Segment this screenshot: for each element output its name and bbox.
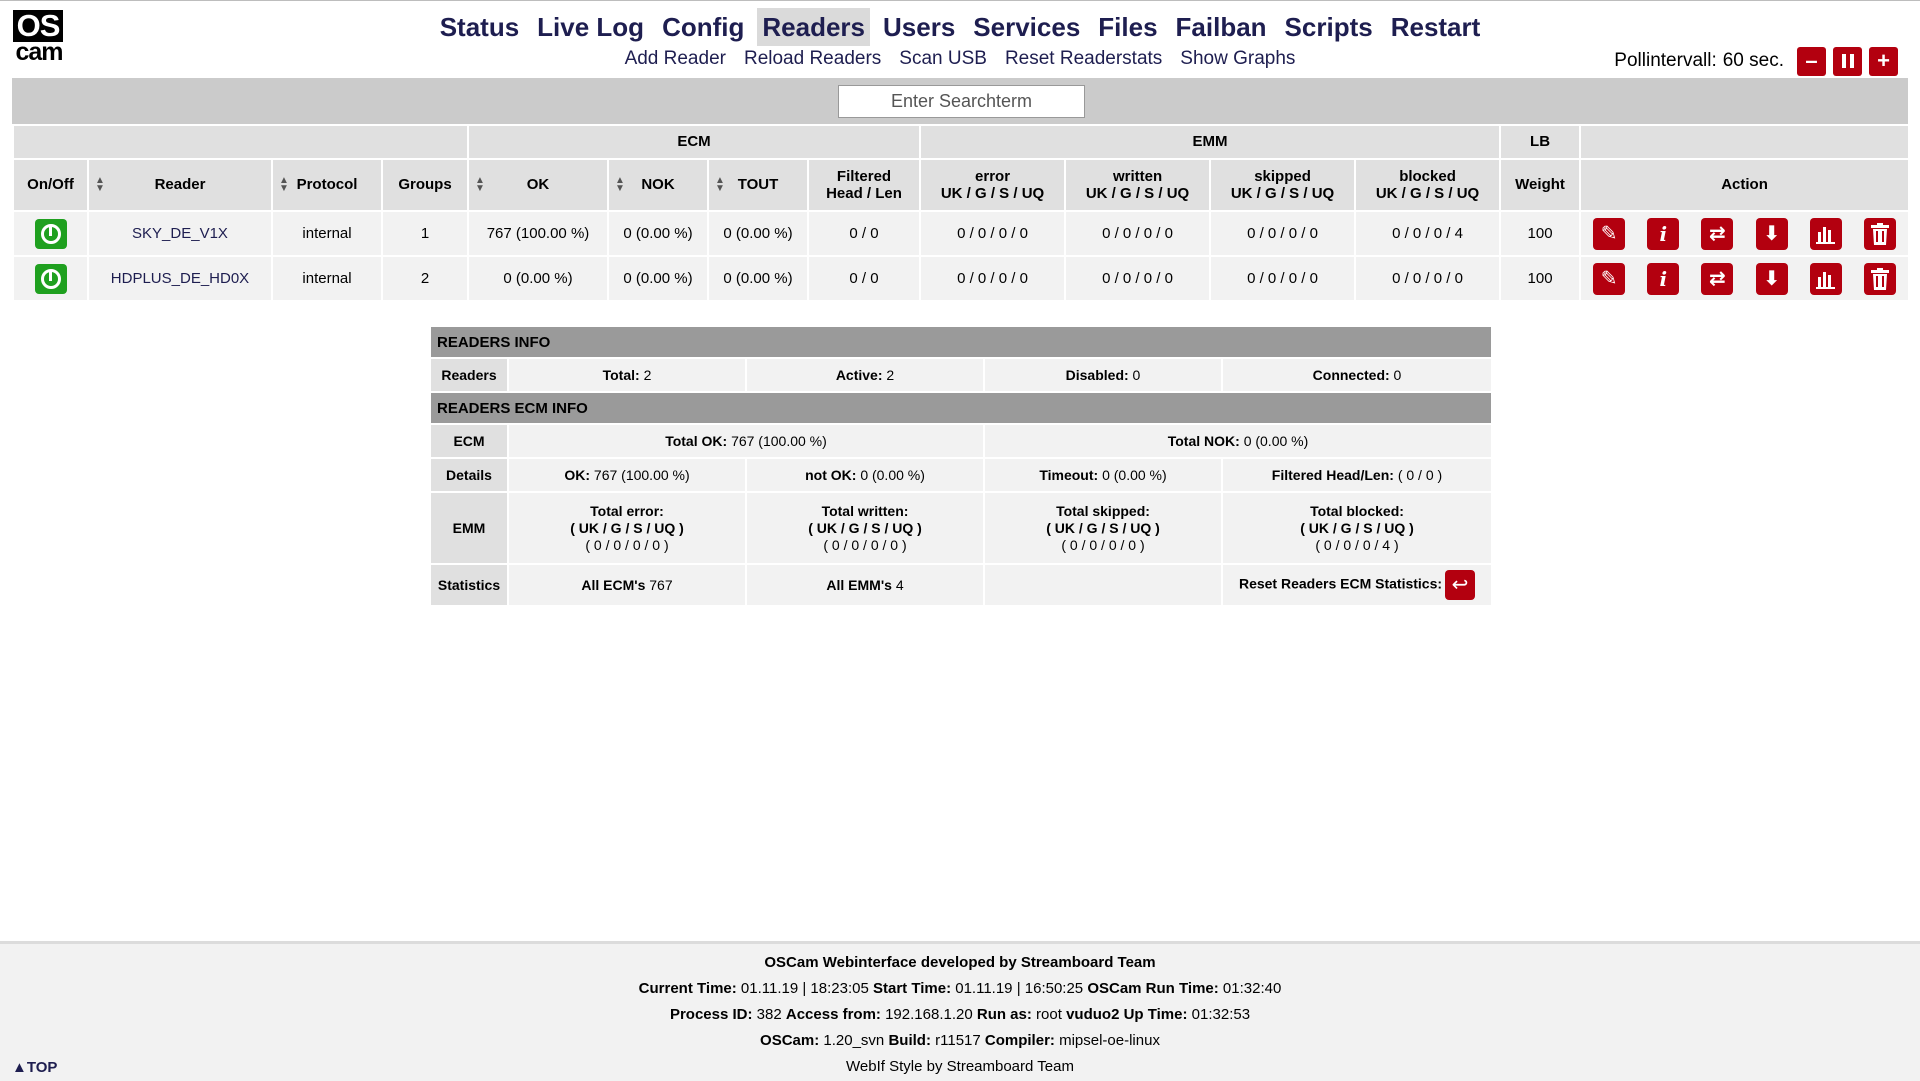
total-written-label: Total written: xyxy=(821,502,909,519)
col-protocol-label: Protocol xyxy=(296,176,358,193)
total-skipped-label: Total skipped: xyxy=(1056,502,1150,519)
col-filtered-line1: Filtered xyxy=(836,168,892,185)
weight-cell: 100 xyxy=(1500,211,1580,256)
readers-label: Readers xyxy=(430,358,508,392)
all-emm xyxy=(746,564,984,606)
table-row xyxy=(13,256,1909,301)
footer-developed xyxy=(0,954,1920,971)
pid-value: 382 xyxy=(756,1006,782,1023)
blocked-cell: 0 / 0 / 0 / 4 xyxy=(1355,211,1500,256)
skipped-cell: 0 / 0 / 0 / 0 xyxy=(1210,211,1355,256)
poll-decrease-button[interactable]: – xyxy=(1797,47,1826,76)
groups-cell: 2 xyxy=(382,256,468,301)
emm-total-blocked xyxy=(1222,492,1492,564)
poll-interval xyxy=(1614,46,1898,76)
footer-process xyxy=(0,1006,1920,1023)
total-blocked-sub: ( UK / G / S / UQ ) xyxy=(1300,519,1414,536)
col-tout-label: TOUT xyxy=(737,176,779,193)
groups-cell: 1 xyxy=(382,211,468,256)
col-error-sub: UK / G / S / UQ xyxy=(940,185,1045,202)
footer xyxy=(0,941,1920,1081)
col-reader-label: Reader xyxy=(154,176,206,193)
details-filtered xyxy=(1222,458,1492,492)
total-written-sub: ( UK / G / S / UQ ) xyxy=(808,519,922,536)
emm-total-skipped xyxy=(984,492,1222,564)
menu-users[interactable]: Users xyxy=(883,12,956,42)
readers-disabled xyxy=(984,358,1222,392)
refresh-icon[interactable]: ⇄ xyxy=(1701,218,1733,250)
reader-cell xyxy=(88,211,272,256)
col-skipped-sub: UK / G / S / UQ xyxy=(1230,185,1335,202)
main-menu xyxy=(0,8,1920,46)
total-value: 2 xyxy=(643,367,652,383)
col-written-sub: UK / G / S / UQ xyxy=(1085,185,1190,202)
run-time-label: OSCam Run Time: xyxy=(1087,980,1219,997)
menu-files[interactable]: Files xyxy=(1098,12,1158,42)
reset-stats xyxy=(1222,564,1492,606)
total-nok xyxy=(984,424,1492,458)
pause-icon xyxy=(1840,53,1856,69)
col-nok[interactable] xyxy=(608,159,708,211)
logo-cam: cam xyxy=(15,38,63,66)
power-icon[interactable] xyxy=(35,264,67,294)
menu-services[interactable]: Services xyxy=(973,12,1081,42)
col-skipped xyxy=(1210,159,1355,211)
refresh-icon[interactable]: ⇄ xyxy=(1701,263,1733,295)
nok-cell: 0 (0.00 %) xyxy=(608,211,708,256)
sort-icon[interactable]: ▲ ▼ xyxy=(615,175,625,194)
col-protocol[interactable] xyxy=(272,159,382,211)
ecm-label: ECM xyxy=(430,424,508,458)
menu-restart[interactable]: Restart xyxy=(1390,12,1481,42)
submenu-scan-usb[interactable]: Scan USB xyxy=(899,48,987,69)
col-action: Action xyxy=(1580,159,1909,211)
col-blocked-sub: UK / G / S / UQ xyxy=(1375,185,1480,202)
connected-value: 0 xyxy=(1393,367,1402,383)
pid-label: Process ID: xyxy=(669,1006,753,1023)
action-cell xyxy=(1580,211,1909,256)
readers-active xyxy=(746,358,984,392)
col-error xyxy=(920,159,1065,211)
error-cell: 0 / 0 / 0 / 0 xyxy=(920,211,1065,256)
onoff-cell xyxy=(13,211,88,256)
details-timeout xyxy=(984,458,1222,492)
emm-total-written xyxy=(746,492,984,564)
footer-style: WebIf Style by Streamboard Team xyxy=(846,1058,1074,1075)
all-emm-value: 4 xyxy=(895,577,904,593)
start-time-value: 01.11.19 | 16:50:25 xyxy=(955,980,1084,997)
all-emm-label: All EMM's xyxy=(826,577,892,593)
chart-icon[interactable] xyxy=(1810,218,1842,250)
trash-icon[interactable] xyxy=(1864,218,1896,250)
ok-cell: 0 (0.00 %) xyxy=(468,256,608,301)
details-ok xyxy=(508,458,746,492)
poll-pause-button[interactable] xyxy=(1833,47,1862,76)
footer-developed-text: OSCam Webinterface developed by Streamboard Team xyxy=(764,954,1156,971)
total-nok-value: 0 (0.00 %) xyxy=(1243,433,1309,449)
menu-live-log[interactable]: Live Log xyxy=(537,12,645,42)
total-error-sub: ( UK / G / S / UQ ) xyxy=(570,519,684,536)
current-time-value: 01.11.19 | 18:23:05 xyxy=(740,980,869,997)
notok-label: not OK: xyxy=(805,467,857,483)
total-ok-value: 767 (100.00 %) xyxy=(731,433,827,449)
total-written-value: ( 0 / 0 / 0 / 0 ) xyxy=(823,536,907,553)
col-onoff: On/Off xyxy=(13,159,88,211)
weight-cell: 100 xyxy=(1500,256,1580,301)
edit-icon[interactable]: ✎ xyxy=(1593,263,1625,295)
compiler-label: Compiler: xyxy=(984,1032,1055,1049)
table-row xyxy=(13,211,1909,256)
total-skipped-value: ( 0 / 0 / 0 / 0 ) xyxy=(1061,536,1145,553)
chart-icon[interactable] xyxy=(1810,263,1842,295)
col-nok-label: NOK xyxy=(641,176,675,193)
col-reader[interactable] xyxy=(88,159,272,211)
search-bar xyxy=(12,78,1908,124)
total-error-value: ( 0 / 0 / 0 / 0 ) xyxy=(585,536,669,553)
reset-stats-label: Reset Readers ECM Statistics: xyxy=(1238,575,1443,592)
column-header-row xyxy=(13,159,1909,211)
menu-scripts[interactable]: Scripts xyxy=(1284,12,1373,42)
poll-increase-button[interactable]: + xyxy=(1869,47,1898,76)
written-cell: 0 / 0 / 0 / 0 xyxy=(1065,211,1210,256)
menu-readers[interactable]: Readers xyxy=(757,8,870,46)
blocked-cell: 0 / 0 / 0 / 0 xyxy=(1355,256,1500,301)
readers-info-table xyxy=(429,325,1493,607)
group-header-row xyxy=(13,125,1909,159)
uptime-label: vuduo2 Up Time: xyxy=(1066,1006,1188,1023)
sort-icon[interactable]: ▲ ▼ xyxy=(95,175,105,194)
start-time-label: Start Time: xyxy=(873,980,952,997)
readers-total xyxy=(508,358,746,392)
edit-icon[interactable]: ✎ xyxy=(1593,218,1625,250)
logo-os: OS xyxy=(13,10,63,42)
group-emm: EMM xyxy=(920,125,1500,159)
col-skipped-label: skipped xyxy=(1254,168,1311,185)
total-ok-label: Total OK: xyxy=(665,433,728,449)
build-value: r11517 xyxy=(935,1032,981,1049)
col-tout[interactable] xyxy=(708,159,808,211)
statistics-label: Statistics xyxy=(430,564,508,606)
col-written-label: written xyxy=(1112,168,1163,185)
filtered-cell: 0 / 0 xyxy=(808,211,920,256)
total-blocked-label: Total blocked: xyxy=(1310,502,1404,519)
connected-label: Connected: xyxy=(1312,367,1390,383)
all-ecm-value: 767 xyxy=(649,577,673,593)
disabled-label: Disabled: xyxy=(1065,367,1129,383)
undo-icon[interactable]: ↩ xyxy=(1445,570,1475,600)
timeout-label: Timeout: xyxy=(1039,467,1099,483)
group-blank xyxy=(13,125,468,159)
runas-label: Run as: xyxy=(976,1006,1032,1023)
disabled-value: 0 xyxy=(1132,367,1141,383)
nok-cell: 0 (0.00 %) xyxy=(608,256,708,301)
tout-cell: 0 (0.00 %) xyxy=(708,256,808,301)
active-value: 2 xyxy=(886,367,895,383)
oscam-version-label: OSCam: xyxy=(760,1032,820,1049)
uptime-value: 01:32:53 xyxy=(1191,1006,1251,1023)
group-ecm: ECM xyxy=(468,125,920,159)
details-notok xyxy=(746,458,984,492)
col-written xyxy=(1065,159,1210,211)
ok-value: 767 (100.00 %) xyxy=(593,467,690,483)
emm-total-error xyxy=(508,492,746,564)
total-ok xyxy=(508,424,984,458)
notok-value: 0 (0.00 %) xyxy=(860,467,925,483)
skipped-cell: 0 / 0 / 0 / 0 xyxy=(1210,256,1355,301)
access-label: Access from: xyxy=(785,1006,881,1023)
action-cell xyxy=(1580,256,1909,301)
protocol-cell: internal xyxy=(272,211,382,256)
menu-status[interactable]: Status xyxy=(439,12,520,42)
col-error-label: error xyxy=(975,168,1011,185)
reader-link[interactable]: HDPLUS_DE_HD0X xyxy=(110,270,250,287)
total-skipped-sub: ( UK / G / S / UQ ) xyxy=(1046,519,1160,536)
run-time-value: 01:32:40 xyxy=(1222,980,1282,997)
onoff-cell xyxy=(13,256,88,301)
reader-cell xyxy=(88,256,272,301)
footer-build xyxy=(0,1032,1920,1049)
group-lb: LB xyxy=(1500,125,1580,159)
menu-config[interactable]: Config xyxy=(662,12,745,42)
filtered-value: ( 0 / 0 ) xyxy=(1397,467,1443,483)
sort-icon[interactable]: ▲ ▼ xyxy=(715,175,725,194)
submenu-show-graphs[interactable]: Show Graphs xyxy=(1180,48,1296,69)
col-ok[interactable] xyxy=(468,159,608,211)
poll-value: 60 sec. xyxy=(1722,50,1784,71)
sort-icon[interactable]: ▲ ▼ xyxy=(475,175,485,194)
readers-info-header: READERS INFO xyxy=(430,326,1492,358)
current-time-label: Current Time: xyxy=(638,980,737,997)
info-icon[interactable]: i xyxy=(1647,218,1679,250)
all-ecm xyxy=(508,564,746,606)
back-to-top-link[interactable]: ▲TOP xyxy=(12,1059,58,1076)
oscam-version-value: 1.20_svn xyxy=(823,1032,885,1049)
col-groups: Groups xyxy=(382,159,468,211)
all-ecm-label: All ECM's xyxy=(581,577,646,593)
reader-link[interactable]: SKY_DE_V1X xyxy=(132,225,228,242)
readers-ecm-info-header: READERS ECM INFO xyxy=(430,392,1492,424)
filtered-label: Filtered Head/Len: xyxy=(1271,467,1394,483)
filtered-cell: 0 / 0 xyxy=(808,256,920,301)
protocol-cell: internal xyxy=(272,256,382,301)
sort-icon[interactable]: ▲ ▼ xyxy=(279,175,289,194)
power-icon[interactable] xyxy=(35,219,67,249)
poll-label: Pollintervall: xyxy=(1614,50,1717,71)
group-blank-action xyxy=(1580,125,1909,159)
download-icon[interactable]: ⬇ xyxy=(1756,263,1788,295)
submenu-reset-readerstats[interactable]: Reset Readerstats xyxy=(1004,48,1163,69)
tout-cell: 0 (0.00 %) xyxy=(708,211,808,256)
submenu-reload-readers[interactable]: Reload Readers xyxy=(743,48,882,69)
col-blocked xyxy=(1355,159,1500,211)
written-cell: 0 / 0 / 0 / 0 xyxy=(1065,256,1210,301)
access-value: 192.168.1.20 xyxy=(885,1006,973,1023)
active-label: Active: xyxy=(835,367,883,383)
compiler-value: mipsel-oe-linux xyxy=(1059,1032,1160,1049)
trash-icon[interactable] xyxy=(1864,263,1896,295)
search-input[interactable] xyxy=(838,85,1085,118)
col-ok-label: OK xyxy=(526,176,550,193)
emm-label: EMM xyxy=(430,492,508,564)
col-weight: Weight xyxy=(1500,159,1580,211)
error-cell: 0 / 0 / 0 / 0 xyxy=(920,256,1065,301)
ok-label: OK: xyxy=(564,467,591,483)
stats-empty xyxy=(984,564,1222,606)
details-label: Details xyxy=(430,458,508,492)
total-nok-label: Total NOK: xyxy=(1167,433,1240,449)
col-blocked-label: blocked xyxy=(1399,168,1456,185)
download-icon[interactable]: ⬇ xyxy=(1756,218,1788,250)
total-label: Total: xyxy=(602,367,640,383)
col-filtered-line2: Head / Len xyxy=(826,185,902,202)
footer-times xyxy=(0,980,1920,997)
build-label: Build: xyxy=(888,1032,931,1049)
info-icon[interactable]: i xyxy=(1647,263,1679,295)
ok-cell: 767 (100.00 %) xyxy=(468,211,608,256)
col-filtered xyxy=(808,159,920,211)
runas-value: root xyxy=(1036,1006,1062,1023)
readers-table xyxy=(12,124,1910,302)
total-blocked-value: ( 0 / 0 / 0 / 4 ) xyxy=(1315,536,1399,553)
readers-connected xyxy=(1222,358,1492,392)
total-error-label: Total error: xyxy=(590,502,664,519)
timeout-value: 0 (0.00 %) xyxy=(1102,467,1167,483)
submenu-add-reader[interactable]: Add Reader xyxy=(624,48,726,69)
menu-failban[interactable]: Failban xyxy=(1175,12,1267,42)
